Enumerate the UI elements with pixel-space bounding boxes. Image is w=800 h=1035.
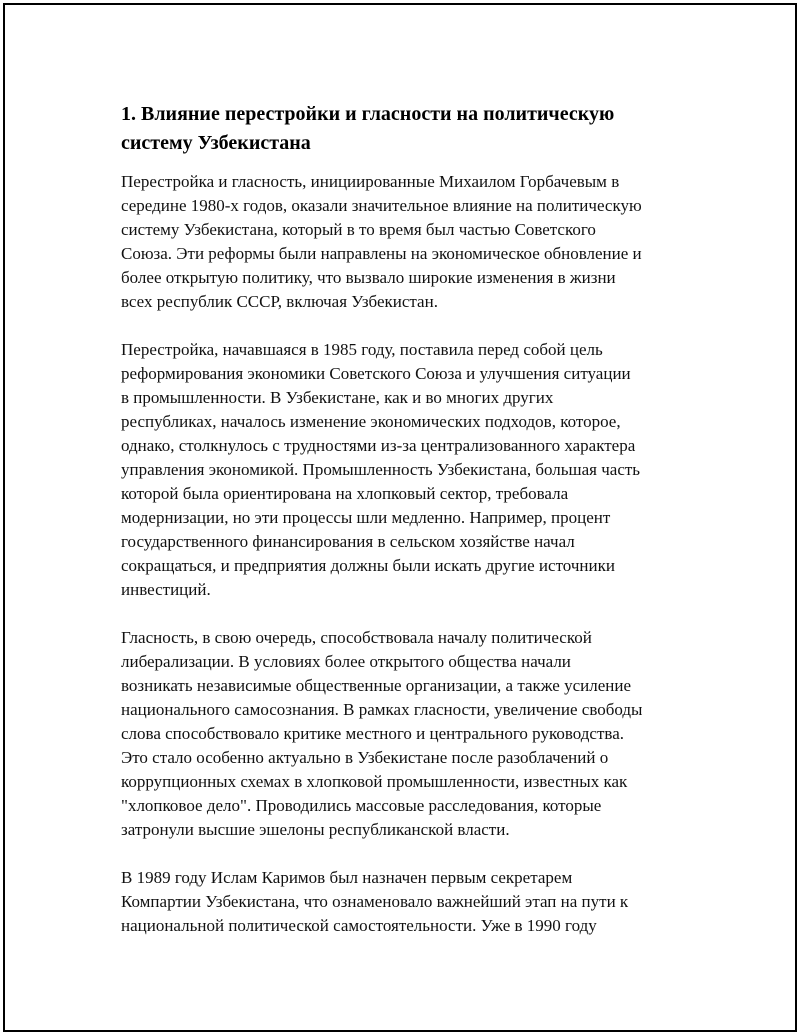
paragraph-line: коррупционных схемах в хлопковой промышленности, известных как [121,772,628,791]
paragraph-line: Это стало особенно актуально в Узбекистане после разоблачений о [121,748,609,767]
heading-line: 1. Влияние перестройки и гласности на политическую [121,103,615,125]
paragraph-line: "хлопковое дело". Проводились массовые расследования, которые [121,796,602,815]
paragraph-line: слова способствовало критике местного и центрального руководства. [121,724,624,743]
heading-line: систему Узбекистана [121,132,311,154]
paragraph-line: сокращаться, и предприятия должны были искать другие источники [121,556,615,575]
paragraph-line: более открытую политику, что вызвало широкие изменения в жизни [121,268,616,287]
paragraph-line: систему Узбекистана, который в то время был частью Советского [121,220,596,239]
paragraph-line: национального самосознания. В рамках гласности, увеличение свободы [121,700,643,719]
paragraph-line: национальной политической самостоятельности. Уже в 1990 году [121,916,597,935]
paragraph-line: государственного финансирования в сельском хозяйстве начал [121,532,575,551]
paragraph-line: в промышленности. В Узбекистане, как и во многих других [121,388,554,407]
paragraph-line: возникать независимые общественные организации, а также усиление [121,676,632,695]
paragraph-line: Компартии Узбекистана, что ознаменовало важнейший этап на пути к [121,892,629,911]
paragraph-line: всех республик СССР, включая Узбекистан. [121,292,438,311]
paragraph-line: однако, столкнулось с трудностями из-за централизованного характера [121,436,636,455]
paragraph-line: середине 1980-х годов, оказали значительное влияние на политическую [121,196,642,215]
paragraph-line: реформирования экономики Советского Союза и улучшения ситуации [121,364,631,383]
paragraph-line: либерализации. В условиях более открытого общества начали [121,652,571,671]
document-page [3,3,797,1032]
paragraph-line: республиках, началось изменение экономических подходов, которое, [121,412,621,431]
paragraph-line: Гласность, в свою очередь, способствовала началу политической [121,628,592,647]
paragraph-line: Союза. Эти реформы были направлены на экономическое обновление и [121,244,642,263]
document-body [121,100,701,962]
paragraph-perestroika [121,338,701,602]
paragraph-line: затронули высшие эшелоны республиканской власти. [121,820,510,839]
paragraph-line: Перестройка и гласность, инициированные Михаилом Горбачевым в [121,172,620,191]
paragraph-karimov [121,866,701,938]
paragraph-line: В 1989 году Ислам Каримов был назначен первым секретарем [121,868,573,887]
paragraph-line: управления экономикой. Промышленность Узбекистана, большая часть [121,460,641,479]
section-heading [121,100,701,158]
paragraph-line: инвестиций. [121,580,211,599]
paragraph-line: модернизации, но эти процессы шли медленно. Например, процент [121,508,611,527]
paragraph-line: которой была ориентирована на хлопковый сектор, требовала [121,484,569,503]
paragraph-glasnost [121,626,701,842]
paragraph-intro [121,170,701,314]
paragraph-line: Перестройка, начавшаяся в 1985 году, поставила перед собой цель [121,340,603,359]
